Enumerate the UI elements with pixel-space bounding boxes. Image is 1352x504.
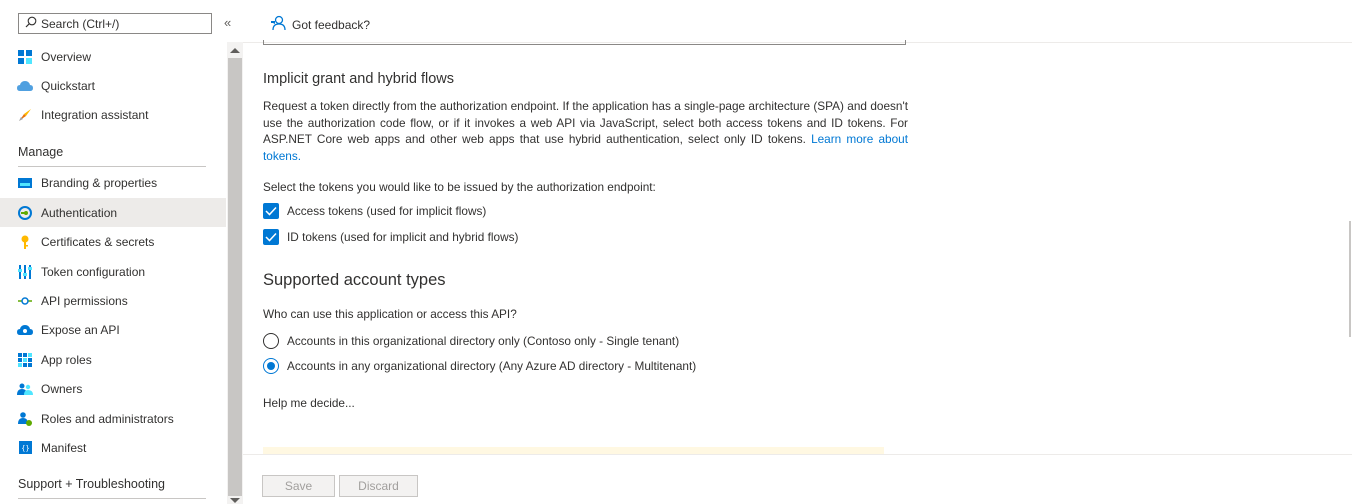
manifest-icon <box>17 440 33 456</box>
main-scrollbar[interactable] <box>1347 43 1352 455</box>
sidebar-item-label: Roles and administrators <box>41 411 174 426</box>
sidebar-item-branding[interactable] <box>0 168 226 197</box>
access-tokens-checkbox[interactable] <box>263 203 486 219</box>
command-bar <box>243 0 1352 42</box>
sidebar-item-label: Expose an API <box>41 322 120 337</box>
main-scroll-thumb[interactable] <box>1349 221 1351 337</box>
sidebar-item-label: Branding & properties <box>41 175 158 190</box>
sidebar-item-token-configuration[interactable] <box>0 257 226 286</box>
key-icon <box>17 234 33 250</box>
sidebar-item-label: Overview <box>41 49 92 64</box>
sidebar-item-owners[interactable] <box>0 374 226 403</box>
checkmark-icon <box>263 229 279 245</box>
sidebar-item-label: Authentication <box>41 205 118 220</box>
sidebar-item-integration-assistant[interactable] <box>0 100 226 129</box>
sidebar-item-app-roles[interactable] <box>0 345 226 374</box>
svg-text:{}: {} <box>20 444 30 453</box>
multitenant-radio[interactable] <box>263 358 696 374</box>
implicit-grant-description <box>263 98 908 164</box>
id-tokens-checkbox[interactable] <box>263 229 518 245</box>
api-permissions-icon <box>17 293 33 309</box>
access-tokens-label: Access tokens (used for implicit flows) <box>287 204 487 218</box>
branding-icon <box>17 175 33 191</box>
sidebar-item-label: Integration assistant <box>41 107 149 122</box>
rocket-icon <box>17 107 33 123</box>
support-heading: Support + Troubleshooting <box>18 477 165 491</box>
sidebar-item-quickstart[interactable] <box>0 71 226 100</box>
feedback-button[interactable] <box>270 15 370 34</box>
collapse-sidebar-button[interactable]: « <box>224 15 232 30</box>
sidebar-item-label: Certificates & secrets <box>41 234 155 249</box>
search-icon <box>25 16 37 31</box>
sidebar-item-authentication[interactable] <box>0 198 226 227</box>
overview-icon <box>17 49 33 65</box>
discard-button[interactable]: Discard <box>339 475 418 497</box>
help-me-decide-link[interactable]: Help me decide... <box>263 396 355 410</box>
implicit-grant-text: Request a token directly from the authorization endpoint. If the application has a single-page architecture (SPA) and doesn't use the authorization code flow, or if it invokes a web API via JavaScript, select both access tokens and ID tokens. For ASP.NET Core web apps and other web apps that use hybrid authentication, select only ID tokens. <box>263 99 908 146</box>
checkmark-icon <box>263 203 279 219</box>
support-divider <box>18 498 206 499</box>
main-content <box>243 42 1352 454</box>
search-input[interactable] <box>18 13 212 34</box>
scroll-up-icon[interactable] <box>230 48 240 53</box>
token-select-prompt: Select the tokens you would like to be issued by the authorization endpoint: <box>263 180 656 194</box>
sidebar-item-roles-administrators[interactable] <box>0 404 226 433</box>
owners-icon <box>17 381 33 397</box>
implicit-grant-heading: Implicit grant and hybrid flows <box>263 71 454 87</box>
learn-more-tokens-link[interactable]: Learn more about tokens. <box>263 132 908 163</box>
footer-bar <box>243 454 1352 504</box>
quickstart-icon <box>17 78 33 94</box>
roles-icon <box>17 411 33 427</box>
feedback-label: Got feedback? <box>292 17 371 32</box>
scroll-down-icon[interactable] <box>230 498 240 503</box>
feedback-icon <box>270 15 286 34</box>
search-placeholder: Search (Ctrl+/) <box>41 16 120 31</box>
manage-heading: Manage <box>18 145 64 159</box>
authentication-icon <box>17 205 33 221</box>
sidebar-item-expose-an-api[interactable] <box>0 315 226 344</box>
single-tenant-label: Accounts in this organizational directory only (Contoso only - Single tenant) <box>287 334 680 348</box>
cloud-icon <box>17 322 33 338</box>
id-tokens-label: ID tokens (used for implicit and hybrid flows) <box>287 230 519 244</box>
sidebar-item-label: App roles <box>41 352 92 367</box>
account-types-question: Who can use this application or access this API? <box>263 307 517 321</box>
sidebar-item-api-permissions[interactable] <box>0 286 226 315</box>
sidebar-item-certificates-secrets[interactable] <box>0 227 226 256</box>
multitenant-label: Accounts in any organizational directory (Any Azure AD directory - Multitenant) <box>287 359 697 373</box>
previous-field-edge <box>263 40 906 45</box>
sidebar-item-label: API permissions <box>41 293 128 308</box>
save-button[interactable]: Save <box>262 475 335 497</box>
radio-unselected-icon <box>263 333 279 349</box>
token-icon <box>17 264 33 280</box>
sidebar-item-label: Manifest <box>41 440 87 455</box>
sidebar-scrollbar[interactable] <box>227 42 243 504</box>
sidebar-item-label: Token configuration <box>41 264 146 279</box>
sidebar-scroll-thumb[interactable] <box>228 58 242 496</box>
supported-account-types-heading: Supported account types <box>263 271 446 289</box>
sidebar <box>0 0 243 504</box>
sidebar-item-label: Owners <box>41 381 83 396</box>
sidebar-item-label: Quickstart <box>41 78 96 93</box>
single-tenant-radio[interactable] <box>263 333 679 349</box>
sidebar-item-overview[interactable] <box>0 42 226 71</box>
app-roles-icon <box>17 352 33 368</box>
sidebar-item-manifest[interactable] <box>0 433 226 462</box>
radio-selected-icon <box>263 358 279 374</box>
manage-divider <box>18 166 206 167</box>
